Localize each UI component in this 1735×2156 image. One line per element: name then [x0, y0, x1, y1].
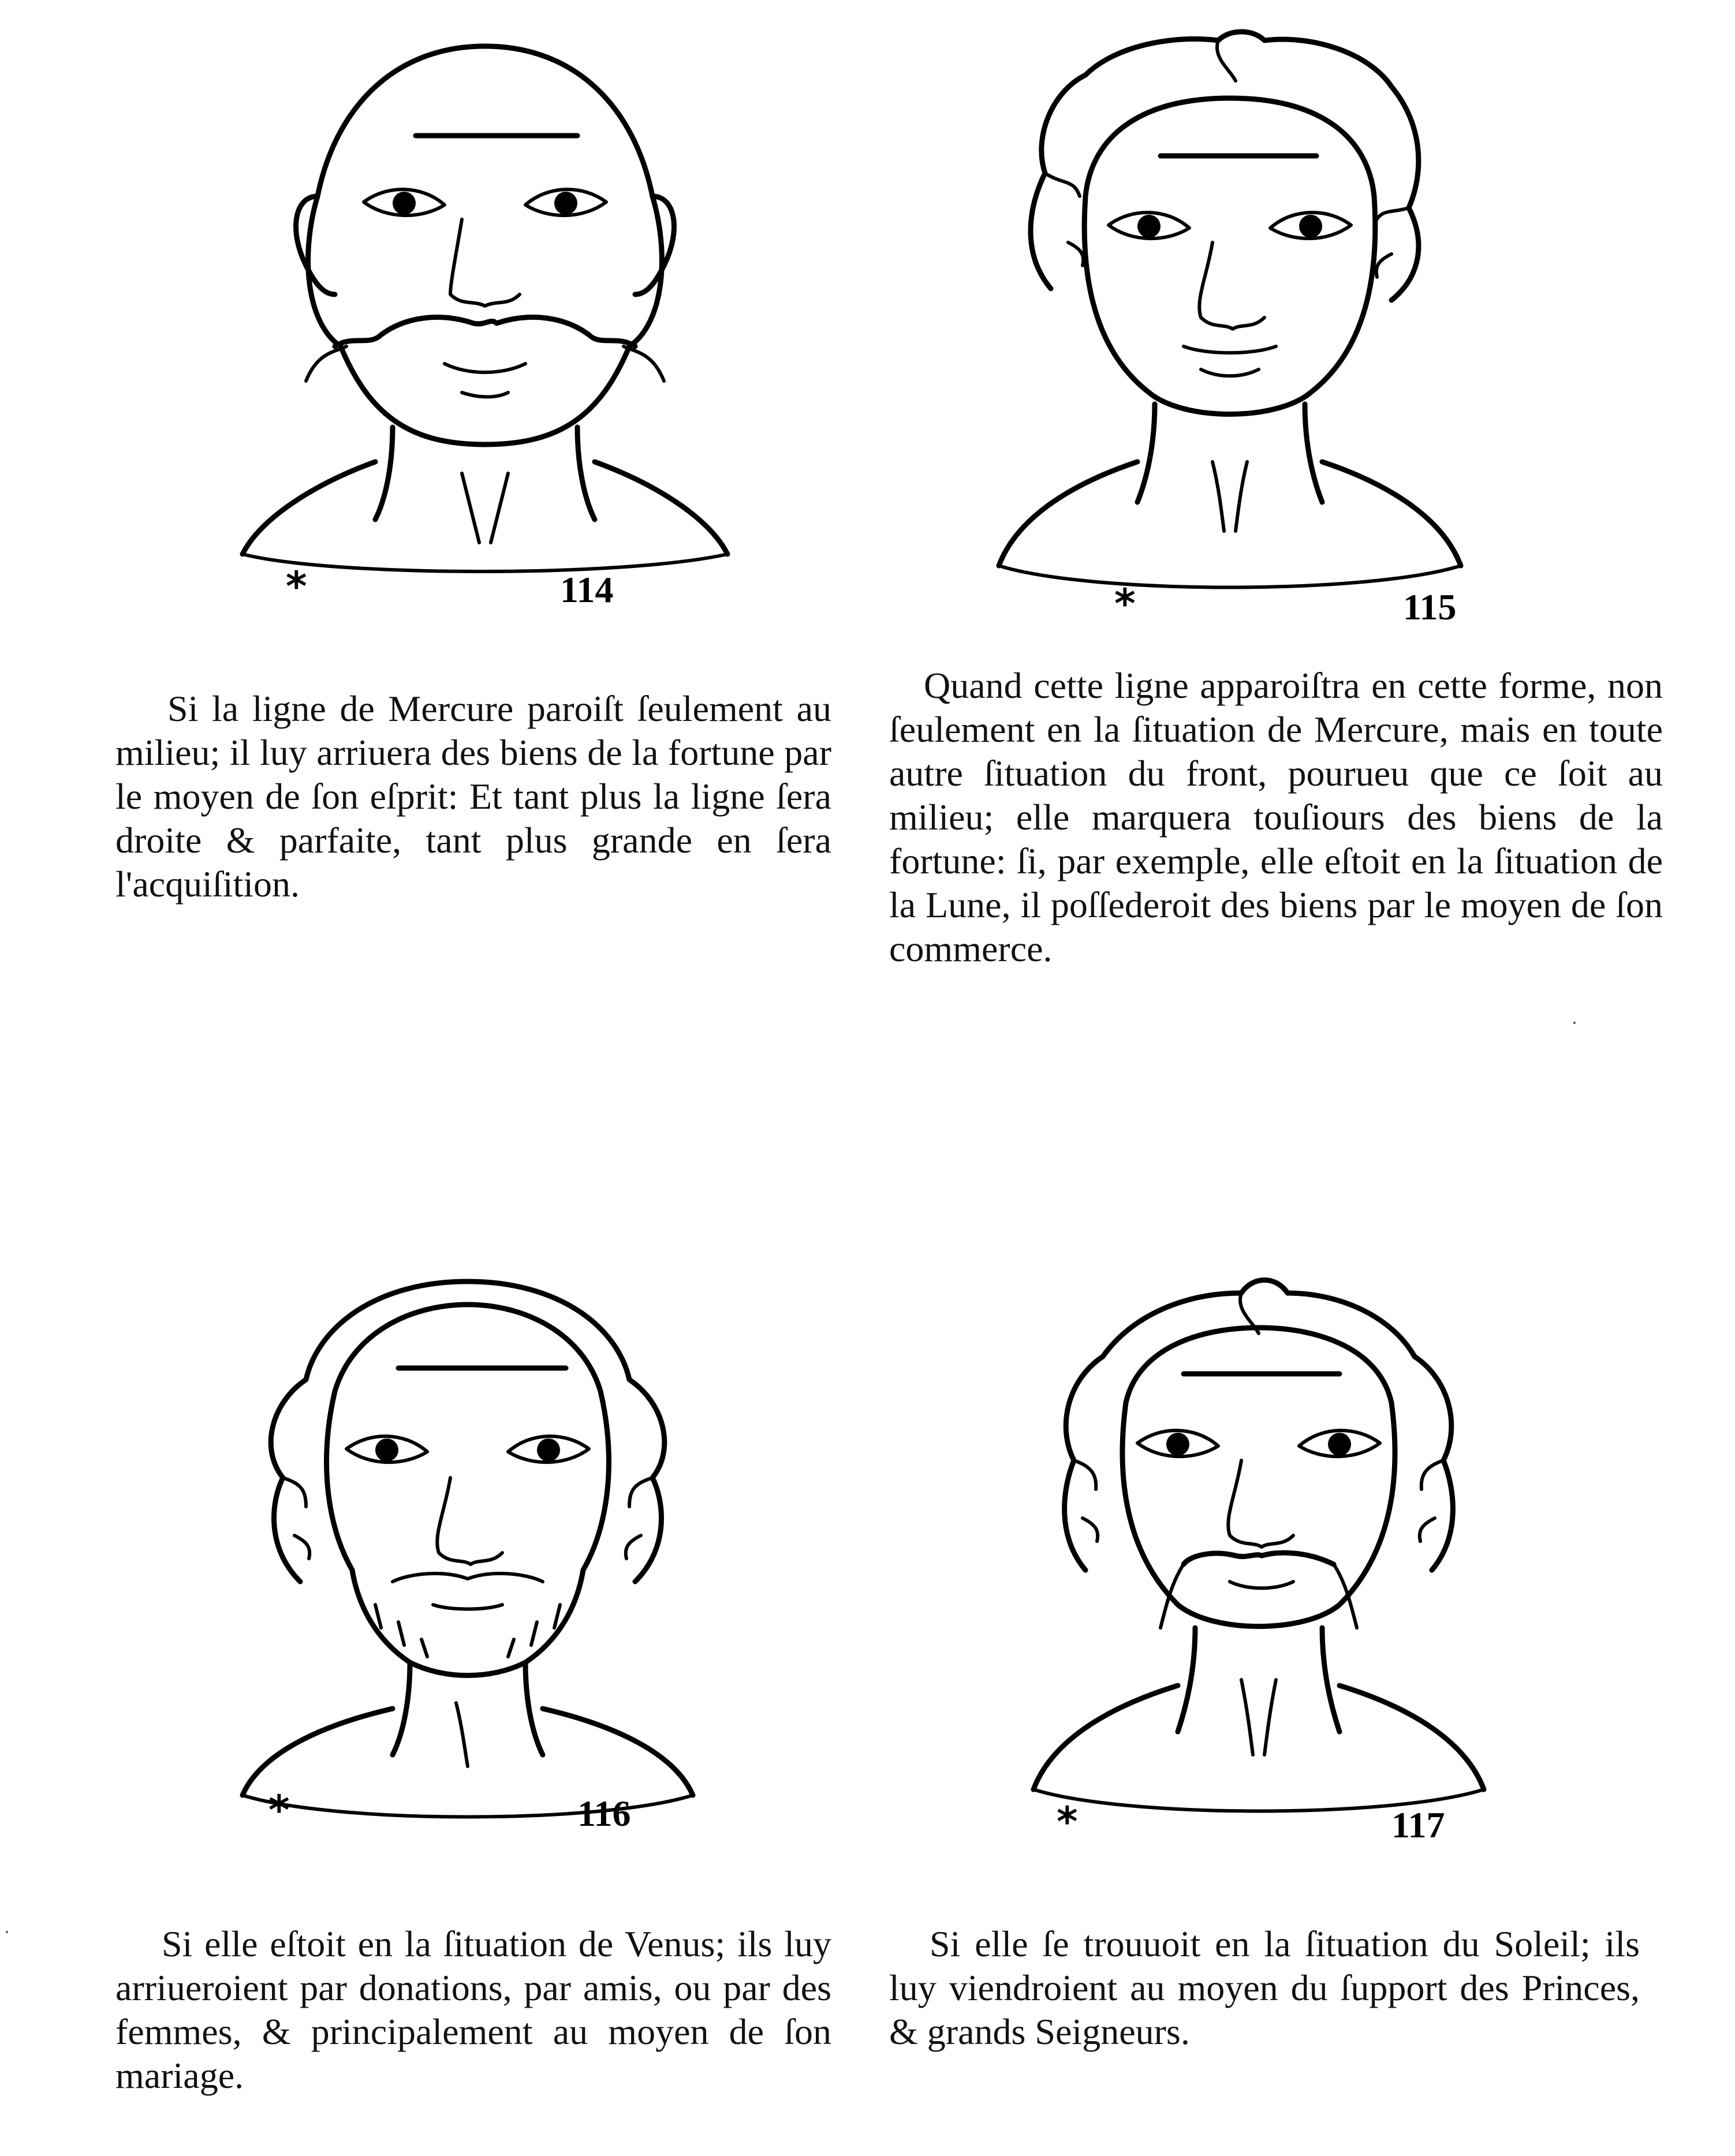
- woodcut-portrait-116: [202, 1258, 722, 1836]
- figure-number: 115: [1403, 586, 1457, 627]
- figure-panel-117: [889, 1258, 1697, 2124]
- figure-caption: [115, 1922, 831, 2098]
- ink-speck: [6, 1931, 8, 1933]
- caption-text: Si elle ſe trouuoit en la ſituation du Soleil; ils luy viendroient au moyen du ſupport des Princes, & grands Seigneurs.: [889, 1923, 1640, 2052]
- caption-text: Si la ligne de Mercure paroiſt ſeulement au milieu; il luy arriuera des biens de la fortune par le moyen de ſon eſprit: Et tant plus la ligne ſera droite & parfaite, tant plus grande en ſera l'acquiſition.: [115, 688, 831, 905]
- caption-text: Quand cette ligne apparoiſtra en cette forme, non ſeulement en la ſituation de Mercure, mais en toute autre ſituation du front, pourueu que ce ſoit au milieu; elle marquera touſiours des biens de la fortune: ſi, par exemple, elle eſtoit en la ſituation de la Lune, il poſſederoit des biens par le moyen de ſon commerce.: [889, 665, 1663, 969]
- star-marker: *: [286, 563, 307, 610]
- figure-number: 117: [1391, 1804, 1445, 1845]
- star-marker: *: [1057, 1798, 1078, 1845]
- woodcut-portrait-114: [219, 23, 739, 600]
- figure-panel-116: [115, 1258, 924, 2124]
- woodcut-portrait-115: [964, 23, 1484, 600]
- figure-number: 114: [560, 569, 614, 610]
- figure-caption: [889, 1922, 1640, 2054]
- ink-speck: [1573, 1022, 1576, 1024]
- star-marker: *: [1114, 580, 1136, 627]
- caption-text: Si elle eſtoit en la ſituation de Venus; ils luy arriueroient par donations, par amis, ou par des femmes, & principalement au moyen de ſon mariage.: [115, 1923, 831, 2096]
- figure-number: 116: [577, 1793, 631, 1834]
- figure-caption: [115, 687, 831, 906]
- star-marker: *: [268, 1787, 290, 1834]
- figure-panel-115: [889, 23, 1697, 1004]
- figure-caption: [889, 664, 1663, 971]
- woodcut-portrait-117: [993, 1258, 1513, 1836]
- figure-panel-114: [115, 23, 924, 947]
